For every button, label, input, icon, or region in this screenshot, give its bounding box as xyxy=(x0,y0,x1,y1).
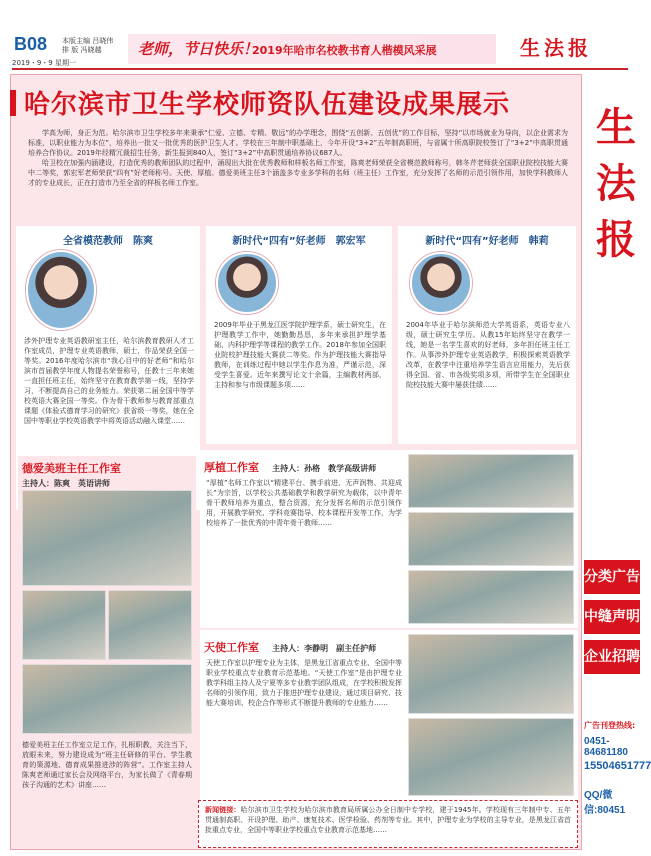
hotline-mobile: 15504651777 xyxy=(584,760,651,772)
studio-title: 德爱美班主任工作室 xyxy=(22,462,121,475)
teacher-bio: 2009年毕业于黑龙江医学院护理学系，硕士研究生，在护理教学工作中，她勤勤恳恳，多年来承担护理学基础、内科护理学等课程的教学工作。2018年参加全国职业院校护理技能大赛获二等奖。作为护理技能大赛指导教师，在训练过程中她以学生作息为准，严谨示范，深受学生喜爱。近年来撰写论文十余篇，主编教材两部，主持和参与市级课题多项…… xyxy=(214,321,386,389)
intro-paragraph: 哈卫校在加强内涵建设，打造优秀的教师团队的过程中，涌现出大批在优秀教师和样板名师工作室，陈爽老师荣获全省模范教师称号，韩冬芹老师获全国职业院校技能大赛中二等奖，郭宏军老师荣获“四有”好老师称号。天使、厚植、德爱美班主任3个涵盖多专业多学科的名师（班主任）工作室，充分发挥了名师的示范引领作用，加快学科教师人才的专业成长，正在打造市乃至全省的样板名师工作室。 xyxy=(28,159,568,187)
studio-title: 厚植工作室 xyxy=(204,461,259,474)
intro-text xyxy=(28,128,568,188)
studio-title: 天使工作室 xyxy=(204,641,259,654)
studio-photo xyxy=(108,590,192,660)
teacher-portrait xyxy=(26,250,96,330)
header-divider xyxy=(12,68,628,70)
title-accent-bar xyxy=(10,90,16,116)
news-label: 新闻链接： xyxy=(205,806,241,814)
studio-text: 天使工作室以护理专业为主体，是黑龙江省重点专业、全国中等职业学校重点专业教育示范基地。“天使工作室”是由护理专业教学科组主持人及宁夏等多专业教学团队组成，在学校积极发挥名师的引领作用，致力于推进护理专业建设，通过项目研究、技能大赛培训、校企合作等形式不断提升教师的专业能力…… xyxy=(206,659,402,707)
teacher-card-han xyxy=(398,226,576,444)
studio-text: “厚植”名师工作室以“精建平台、携手前进、无声润物、共迎成长”为宗旨，以学校公共基础教学和教学研究为载体，以中青年骨干教师培养为重点，整合资源，充分发挥名师的示范引领作用，开展教学研究、学科竞赛指导、校本课程开发等工作，为学校培养了一批优秀的中青年骨干教师…… xyxy=(206,479,402,527)
studio-photo xyxy=(408,718,574,796)
teacher-heading: 新时代“四有”好老师 韩莉 xyxy=(425,236,549,247)
studio-photo xyxy=(22,590,106,660)
studio-photo xyxy=(408,634,574,714)
intro-paragraph: 学高为师，身正为范。哈尔滨市卫生学校多年来秉承“仁爱、立德、专精、敬远”的办学理念，围绕“五创新、五创优”的工作目标，坚持“以市场就业为导向，以企业需求为标准，以职业能力为本位”，培养出一批又一批优秀的医护卫生人才。学校在三年制中职基础上，今年开设“3+2”五年制高职班，与省属十所高职院校签订了“3+2”中高职贯通培养合作协议。2019年经精冗裁招生任务，新生报到840人，签订“3+2”中高职贯通培养协议687人。 xyxy=(28,129,568,157)
editor-credits: 本版主编 吕晓伟 排 版 冯晓越 xyxy=(62,37,114,54)
teacher-portrait xyxy=(216,252,278,314)
teacher-heading: 新时代“四有”好老师 郭宏军 xyxy=(232,236,366,247)
page-number: B08 xyxy=(14,34,48,54)
teacher-card-guo xyxy=(206,226,392,444)
header-banner xyxy=(128,34,496,64)
studio-photo xyxy=(22,490,192,586)
studio-host: 主持人：陈爽 英语讲师 xyxy=(22,479,110,488)
studio-photo xyxy=(408,512,574,566)
news-text: 哈尔滨市卫生学校为哈尔滨市教育局所属公办全日制中专学校，建于1945年。学校现有三年制中专、五年贯通制高职、开设护理、助产、康复技术、医学检验、药剂等专业。其中，护理专业为学校的主导专业，是黑龙江省首批重点专业，全国中等职业学校重点专业教育示范基地…… xyxy=(205,806,571,834)
banner-caption: 2019年哈市名校教书育人楷模风采展 xyxy=(252,44,437,57)
ad-buttons xyxy=(584,560,640,680)
studio-text: 德爱美班主任工作室立足工作，扎根职教，关注当下，放眼未来，努力建设成为“班主任研修的平台、学生教育的策源地、德育成果推进涉的阵营”。工作室主持人陈爽老师通过家长会及网络平台，为家长做了《青春期孩子沟通的艺术》讲座…… xyxy=(22,741,192,789)
news-link-box xyxy=(198,800,578,848)
ad-classified[interactable]: 分类广告 xyxy=(584,560,640,594)
issue-date: 2019・9・9 星期一 xyxy=(12,59,76,67)
vertical-brand: 生法报 xyxy=(596,104,636,263)
teacher-portrait xyxy=(410,252,472,314)
studio-deaimei xyxy=(18,456,196,838)
teacher-bio: 涉外护理专业英语教研室主任，哈尔滨教育教研人才工作室成员，护理专业英语教师，硕士，作品荣获全国一等奖。2016年度哈尔滨市“我心目中的好老师”和哈尔滨市首届教学年度人物提名荣誉称号，任教十三年来她一直担任班主任，始终坚守在教育教学第一线，坚持学习，不断提高自己的业务能力。荣获第二届全国中等学校英语大赛全国一等奖。作为骨干教师参与教育部重点课题《体验式德育学习的研究》获省级一等奖，她在全国中等职业学校英语教学中将英语活动融入课堂…… xyxy=(24,337,194,425)
hotline-qq: QQ/微信:80451 xyxy=(584,790,626,816)
masthead-logo: 生法报 xyxy=(520,36,592,60)
studio-host: 主持人：李静明 副主任护师 xyxy=(272,644,377,653)
banner-greeting: 老师，节日快乐！ xyxy=(138,40,259,58)
studio-tianshi xyxy=(200,630,578,802)
teacher-heading: 全省模范教师 陈爽 xyxy=(63,236,153,247)
ad-statement[interactable]: 中缝声明 xyxy=(584,600,640,634)
studio-photo xyxy=(408,570,574,624)
studio-photo xyxy=(22,664,192,734)
article-title: 哈尔滨市卫生学校师资队伍建设成果展示 xyxy=(24,90,511,120)
ad-hotline-label: 广告刊登热线: xyxy=(584,721,636,730)
hotline-phone: 0451-84681180 xyxy=(584,736,628,758)
ad-recruitment[interactable]: 企业招聘 xyxy=(584,640,640,674)
studio-houzhi xyxy=(200,450,578,628)
page-header xyxy=(0,0,640,72)
teacher-bio: 2004年毕业于哈尔滨师范大学英语系，英语专业八级，硕士研究生学历。从教15年始终坚守在教学一线，她是一名学生喜欢的好老师，多年担任班主任工作。从事涉外护理专业英语教学，积极探索英语教学改革，在教学中注重培养学生语言应用能力，先后获得全国、省、市各级奖项多项，所带学生在全国职业院校技能大赛中屡获佳绩…… xyxy=(406,321,570,389)
studio-host: 主持人：孙格 教学高级讲师 xyxy=(272,464,377,473)
studio-photo xyxy=(408,454,574,508)
